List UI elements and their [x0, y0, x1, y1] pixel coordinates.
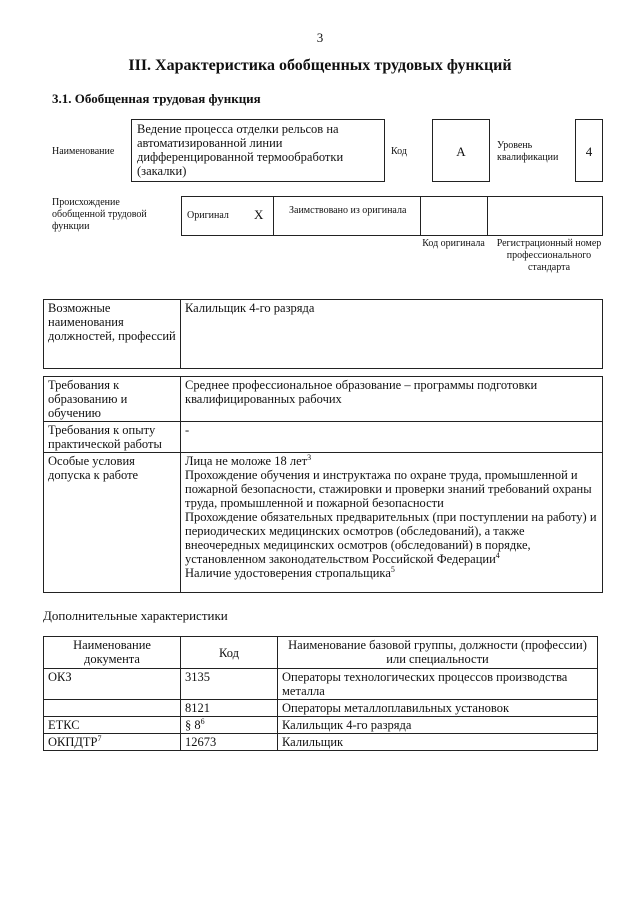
- registration-number-caption: Регистрационный номер профессионального стандарта: [496, 238, 602, 273]
- subsection-title: 3.1. Обобщенная трудовая функция: [52, 91, 261, 106]
- original-label: Оригинал: [187, 210, 229, 221]
- experience-label: Требования к опыту практической работы: [44, 422, 181, 453]
- name-cell: Калильщик 4-го разряда: [278, 717, 598, 734]
- code-label: Код: [391, 146, 407, 157]
- origin-divider-3: [487, 196, 488, 236]
- education-label: Требования к образованию и обучению: [44, 377, 181, 422]
- positions-value: Калильщик 4-го разряда: [181, 300, 603, 369]
- code-cell: 3135: [181, 669, 278, 700]
- table-row: [44, 700, 598, 717]
- level-value: 4: [585, 144, 593, 159]
- table-row: [44, 669, 598, 700]
- page-number: 3: [316, 30, 324, 45]
- condition-line: Лица не моложе 18 лет$^3$: [185, 452, 312, 468]
- name-value: Ведение процесса отделки рельсов на автоматизированной линии дифференцированной термообработки (закалки): [137, 122, 344, 178]
- footnote-ref: 5: [390, 564, 395, 574]
- doc-cell: ОКЗ: [44, 669, 181, 700]
- doc-cell: ЕТКС: [44, 717, 181, 734]
- condition-line: Прохождение обязательных предварительных (при поступлении на работу) и периодических медицинских осмотров (обследований), а также внеочередных медицинских осмотров (обследований) в порядке, установленном законодательством Российской Федерации$^4$: [185, 510, 597, 566]
- name-cell: Операторы металлоплавильных установок: [278, 700, 598, 717]
- code-original-caption: Код оригинала: [422, 238, 485, 249]
- origin-label: Происхождение обобщенной трудовой функции: [52, 197, 147, 232]
- table-row: [44, 717, 598, 734]
- original-mark: X: [254, 207, 264, 222]
- positions-label: Возможные наименования должностей, профессий: [44, 300, 181, 369]
- code-cell: 12673: [181, 734, 278, 751]
- footnote-ref: 7: [97, 733, 102, 743]
- table-row: [44, 734, 598, 751]
- name-cell: Операторы технологических процессов производства металла: [278, 669, 598, 700]
- origin-divider-1: [273, 196, 274, 236]
- code-value: А: [456, 144, 466, 159]
- requirements-table: [43, 376, 603, 593]
- name-value-box: [131, 119, 385, 182]
- condition-line: Прохождение обучения и инструктажа по охране труда, промышленной и пожарной безопасности, стажировки и проверки знаний требований охраны труда, промышленной и пожарной безопасности: [185, 468, 592, 510]
- section-title: III. Характеристика обобщенных трудовых функций: [128, 57, 512, 74]
- doc-cell: ОКПДТР$^7$: [44, 734, 181, 751]
- origin-divider-2: [420, 196, 421, 236]
- additional-title: Дополнительные характеристики: [43, 608, 228, 623]
- condition-line: Наличие удостоверения стропальщика$^5$: [185, 564, 395, 580]
- positions-table: [43, 299, 603, 369]
- footnote-ref: 6: [200, 716, 205, 726]
- header-name: Наименование базовой группы, должности (профессии) или специальности: [278, 637, 598, 669]
- code-value-box: [432, 119, 490, 182]
- level-label: Уровень квалификации: [497, 140, 559, 163]
- borrowed-label: Заимствовано из оригинала: [289, 205, 407, 216]
- level-value-box: [575, 119, 603, 182]
- header-doc: Наименование документа: [44, 637, 181, 669]
- education-value: Среднее профессиональное образование – программы подготовки квалифицированных рабочих: [181, 377, 603, 422]
- name-cell: Калильщик: [278, 734, 598, 751]
- header-code: Код: [181, 637, 278, 669]
- additional-table: [43, 636, 598, 751]
- experience-value: -: [181, 422, 603, 453]
- name-label: Наименование: [52, 146, 115, 157]
- code-cell: § $8^6$: [181, 717, 278, 734]
- footnote-ref: 4: [495, 550, 500, 560]
- special-conditions-value: [181, 453, 603, 593]
- special-conditions-label: Особые условия допуска к работе: [44, 453, 181, 593]
- footnote-ref: 3: [307, 452, 312, 462]
- code-cell: 8121: [181, 700, 278, 717]
- doc-cell: [44, 700, 181, 717]
